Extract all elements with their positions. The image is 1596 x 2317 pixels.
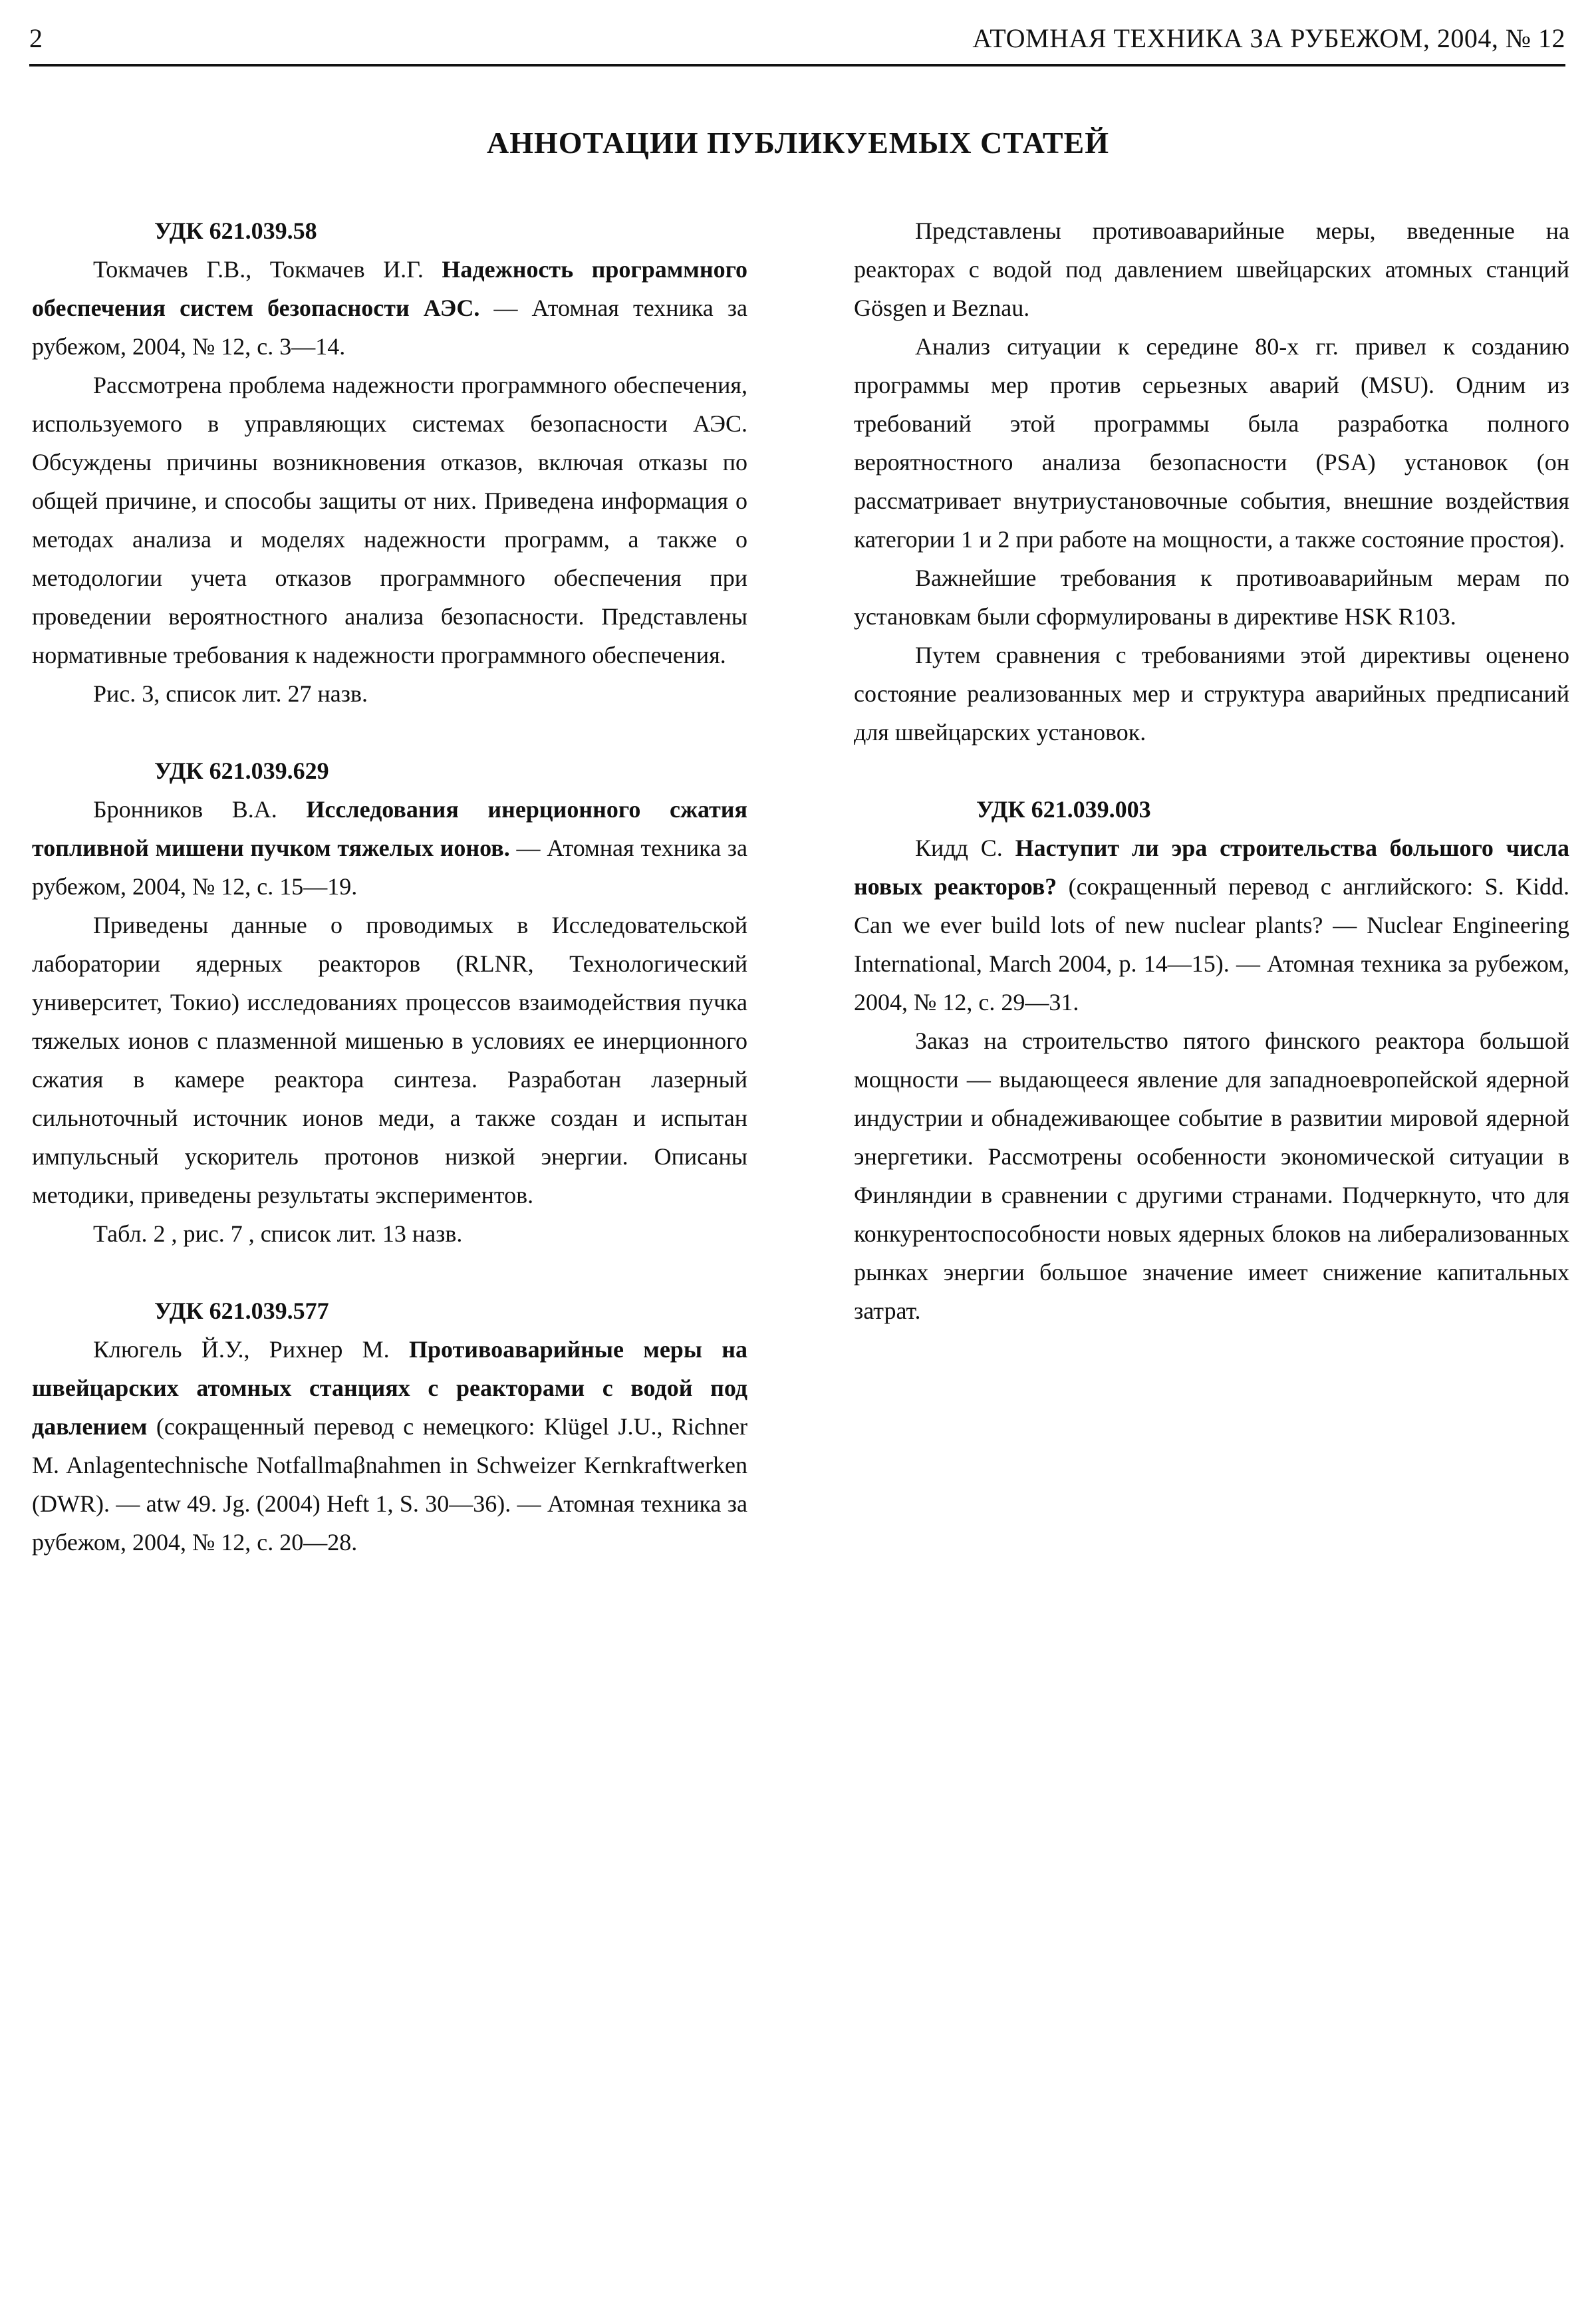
citation (32, 1330, 747, 1562)
source: — Атомная техника за рубежом, 2004, № 12, с. 3—14. (32, 295, 747, 360)
udk-code: УДК 621.039.58 (154, 217, 317, 244)
abstract-paragraph: Важнейшие требования к противоаварийным мерам по установкам были сформулированы в директиве HSK R103. (854, 565, 1569, 630)
running-header (29, 20, 1565, 67)
section-title: АННОТАЦИИ ПУБЛИКУЕМЫХ СТАТЕЙ (487, 126, 1109, 160)
article-footer: Табл. 2 , рис. 7 , список лит. 13 назв. (93, 1220, 463, 1247)
article-1 (32, 211, 747, 713)
authors: Бронников В.А. (93, 796, 277, 823)
abstract-paragraph: Анализ ситуации к середине 80-х гг. привел к созданию программы мер против серьезных аварий (MSU). Одним из требований этой программы была разработка полного вероятностного анализа безопасности (PSA) установок (он рассматривает внутриустановочные события, внешние воздействия категории 1 и 2 при работе на мощности, а также состояние простоя). (854, 333, 1569, 553)
authors: Клюгель Й.У., Рихнер М. (93, 1336, 390, 1363)
article-2 (32, 751, 747, 1253)
authors: Кидд С. (915, 835, 1003, 861)
citation (854, 829, 1569, 1022)
abstract-paragraph: Заказ на строительство пятого финского реактора большой мощности — выдающееся явление для западноевропейской ядерной индустрии и обнадеживающее событие в развитии мировой ядерной энергетики. Рассмотрены особенности экономической ситуации в Финляндии в сравнении с другими странами. Подчеркнуто, что для конкурентоспособности новых ядерных блоков на либерализованных рынках энергии большое значение имеет снижение капитальных затрат. (854, 1027, 1569, 1324)
udk-code: УДК 621.039.577 (154, 1297, 329, 1324)
article-4 (854, 790, 1569, 1330)
page-number: 2 (29, 23, 43, 53)
article-3 (32, 1292, 747, 1562)
citation (32, 790, 747, 906)
abstract-paragraph: Представлены противоаварийные меры, введенные на реакторах с водой под давлением швейцарских атомных станций Gösgen и Beznau. (854, 217, 1569, 321)
article-title: Исследования инерционного сжатия топливной мишени пучком тяжелых ионов. (32, 796, 748, 861)
source: (сокращенный перевод с немецкого: Klügel J.U., Richner M. Anlagentechnische Notfallmaβnahmen in Schweizer Kernkraftwerken (DWR). — atw 49. Jg. (2004) Heft 1, S. 30—36). — Атомная техника за рубежом, 2004, № 12, с. 20—28. (32, 1413, 748, 1556)
udk-code: УДК 621.039.003 (976, 796, 1151, 823)
source: (сокращенный перевод с английского: S. Kidd. Can we ever build lots of new nuclear plants? — Nuclear Engineering International, March 2004, p. 14—15). — Атомная техника за рубежом, 2004, № 12, с. 29—31. (854, 873, 1569, 1016)
authors: Токмачев Г.В., Токмачев И.Г. (93, 256, 424, 283)
left-column (32, 211, 748, 1556)
abstract-paragraph: Путем сравнения с требованиями этой директивы оценено состояние реализованных мер и структура аварийных предписаний для швейцарских установок. (854, 642, 1569, 746)
abstract-paragraph: Приведены данные о проводимых в Исследовательской лаборатории ядерных реакторов (RLNR, Технологический университет, Токио) исследованиях процессов взаимодействия пучка тяжелых ионов с плазменной мишенью в условиях ее инерционного сжатия в камере реактора синтеза. Разработан лазерный сильноточный источник ионов меди, а также создан и испытан импульсный ускоритель протонов низкой энергии. Описаны методики, приведены результаты экспериментов. (32, 912, 747, 1208)
article-title: Противоаварийные меры на швейцарских атомных станциях с реакторами с водой под давлением (32, 1336, 747, 1440)
article-3-continued (854, 211, 1569, 751)
citation (32, 250, 747, 366)
source: — Атомная техника за рубежом, 2004, № 12, с. 15—19. (32, 835, 747, 900)
udk-code: УДК 621.039.629 (154, 757, 329, 784)
article-footer: Рис. 3, список лит. 27 назв. (93, 680, 368, 707)
article-title: Наступит ли эра строительства большого числа новых реакторов? (854, 835, 1570, 900)
right-column (854, 211, 1569, 1369)
journal-title: АТОМНАЯ ТЕХНИКА ЗА РУБЕЖОМ, 2004, № 12 (972, 23, 1565, 53)
article-title: Надежность программного обеспечения систем безопасности АЭС. (32, 256, 748, 321)
abstract-paragraph: Рассмотрена проблема надежности программного обеспечения, используемого в управляющих системах безопасности АЭС. Обсуждены причины возникновения отказов, включая отказы по общей причине, и способы защиты от них. Приведена информация о методах анализа и моделях надежности программ, а также о методологии учета отказов программного обеспечения при проведении вероятностного анализа безопасности. Представлены нормативные требования к надежности программного обеспечения. (32, 372, 747, 668)
